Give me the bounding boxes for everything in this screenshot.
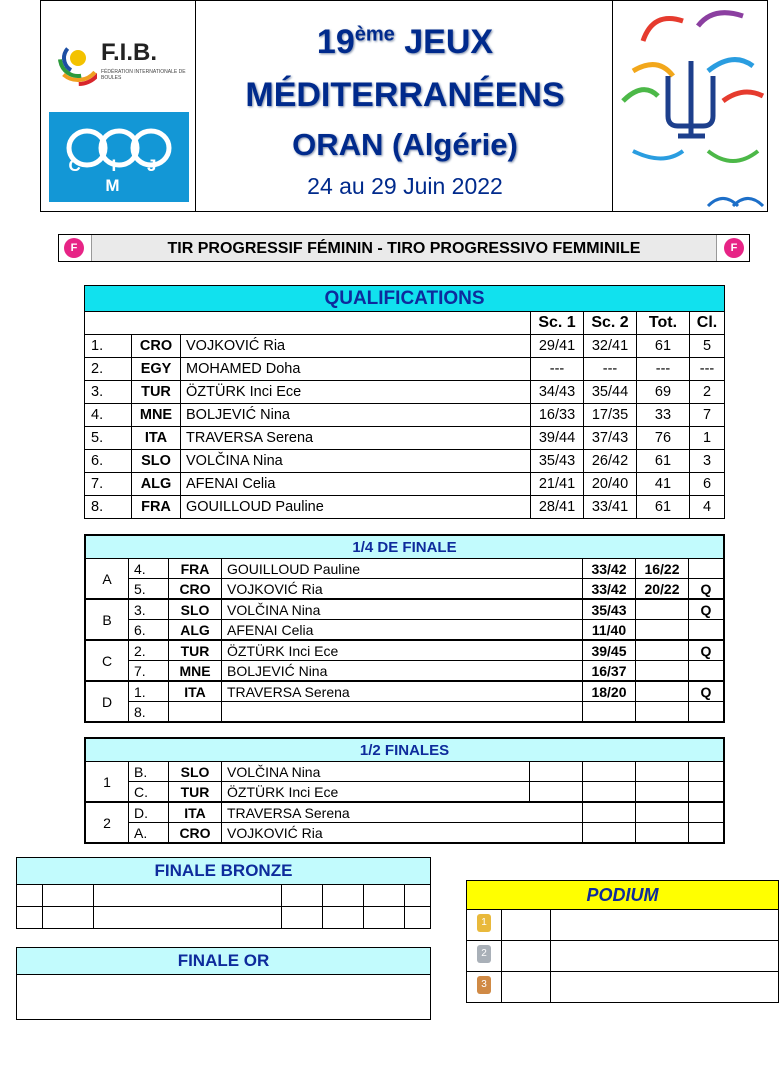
nation-cell xyxy=(502,972,551,1003)
semifinal-row xyxy=(85,802,724,823)
qualified-mark: Q xyxy=(689,579,725,600)
gold-final-title: FINALE OR xyxy=(17,948,431,975)
quarterfinal-row xyxy=(85,702,724,723)
quarterfinal-row xyxy=(85,579,724,600)
score-cell xyxy=(636,782,689,803)
cell xyxy=(405,885,431,907)
score-2 xyxy=(636,681,689,702)
score-1: 34/43 xyxy=(531,381,584,404)
total: 61 xyxy=(637,450,690,473)
cell xyxy=(323,885,364,907)
score-2: 37/43 xyxy=(584,427,637,450)
score-1: --- xyxy=(531,358,584,381)
col-cl: Cl. xyxy=(690,312,725,335)
player-name: AFENAI Celia xyxy=(181,473,531,496)
cell xyxy=(17,907,43,929)
score-1: 16/33 xyxy=(531,404,584,427)
nation-code: EGY xyxy=(132,358,181,381)
nation-code: ITA xyxy=(169,681,222,702)
semifinal-row xyxy=(85,782,724,803)
qualification-row xyxy=(85,473,725,496)
cell xyxy=(282,907,323,929)
col-tot: Tot. xyxy=(637,312,690,335)
bronze-medal-icon xyxy=(477,976,491,994)
podium-row xyxy=(467,910,779,941)
player-name: VOJKOVIĆ Ria xyxy=(222,579,583,600)
score-1: 28/41 xyxy=(531,496,584,519)
player-name: GOUILLOUD Pauline xyxy=(181,496,531,519)
qualified-mark xyxy=(689,702,725,723)
score-cell xyxy=(530,762,583,782)
rank-number: 1. xyxy=(85,335,132,358)
qualifications-table xyxy=(84,285,725,519)
medal-number: 1 xyxy=(481,917,487,928)
title-number: 19 xyxy=(316,23,355,61)
score-2: 20/22 xyxy=(636,579,689,600)
seed-number: 5. xyxy=(129,579,169,600)
player-name: ÖZTÜRK Inci Ece xyxy=(181,381,531,404)
score-2 xyxy=(636,599,689,620)
nation-code: FRA xyxy=(132,496,181,519)
score-cell xyxy=(583,802,636,823)
bronze-final-title: FINALE BRONZE xyxy=(17,858,431,885)
score-1 xyxy=(583,702,636,723)
qualified-mark: Q xyxy=(689,599,725,620)
score-cell xyxy=(583,823,636,844)
qualified-mark: Q xyxy=(689,640,725,661)
group-label: D xyxy=(85,681,129,722)
quarterfinal-table xyxy=(84,534,725,723)
total: --- xyxy=(637,358,690,381)
medal-cell xyxy=(467,941,502,972)
player-cell xyxy=(551,910,779,941)
qualification-row xyxy=(85,381,725,404)
rank-number: 6. xyxy=(85,450,132,473)
seed-number: 8. xyxy=(129,702,169,723)
classification: 4 xyxy=(690,496,725,519)
score-2: 35/44 xyxy=(584,381,637,404)
score-1: 35/43 xyxy=(583,599,636,620)
seed-number: 7. xyxy=(129,661,169,682)
classification: 3 xyxy=(690,450,725,473)
cell xyxy=(405,907,431,929)
score-2: 17/35 xyxy=(584,404,637,427)
nation-code: ALG xyxy=(169,620,222,641)
qualification-row xyxy=(85,358,725,381)
score-1: 39/45 xyxy=(583,640,636,661)
qualification-row xyxy=(85,450,725,473)
score-1: 21/41 xyxy=(531,473,584,496)
seed-letter: B. xyxy=(129,762,169,782)
medal-cell xyxy=(467,910,502,941)
semifinal-title: 1/2 FINALES xyxy=(85,738,724,762)
seed-number: 6. xyxy=(129,620,169,641)
semifinal-row xyxy=(85,762,724,782)
score-1: 16/37 xyxy=(583,661,636,682)
classification: 1 xyxy=(690,427,725,450)
group-label: 1 xyxy=(85,762,129,803)
score-cell xyxy=(583,762,636,782)
player-name: VOLČINA Nina xyxy=(222,599,583,620)
score-cell xyxy=(636,762,689,782)
nation-code: SLO xyxy=(132,450,181,473)
quarterfinal-row xyxy=(85,620,724,641)
classification: --- xyxy=(690,358,725,381)
score-2: 33/41 xyxy=(584,496,637,519)
classification: 2 xyxy=(690,381,725,404)
total: 76 xyxy=(637,427,690,450)
qualified-mark xyxy=(689,661,725,682)
score-1: 35/43 xyxy=(531,450,584,473)
total: 61 xyxy=(637,496,690,519)
classification: 7 xyxy=(690,404,725,427)
nation-code: CRO xyxy=(169,579,222,600)
cell xyxy=(323,907,364,929)
player-name: ÖZTÜRK Inci Ece xyxy=(222,782,530,803)
qualifications-title: QUALIFICATIONS xyxy=(85,286,725,312)
nation-code: TUR xyxy=(169,782,222,803)
score-2: --- xyxy=(584,358,637,381)
podium-table xyxy=(466,880,779,1003)
nation-code: ITA xyxy=(169,802,222,823)
medal-number: 2 xyxy=(481,948,487,959)
nation-code: TUR xyxy=(169,640,222,661)
rank-number: 3. xyxy=(85,381,132,404)
title-line-1 xyxy=(196,23,614,62)
nation-code: ALG xyxy=(132,473,181,496)
female-badge-left: F xyxy=(64,238,84,258)
medal-number: 3 xyxy=(481,979,487,990)
player-name: VOLČINA Nina xyxy=(222,762,530,782)
seed-letter: D. xyxy=(129,802,169,823)
group-label: B xyxy=(85,599,129,640)
score-cell xyxy=(583,782,636,803)
podium-title: PODIUM xyxy=(467,881,779,910)
player-name: TRAVERSA Serena xyxy=(222,802,583,823)
gold-final-body xyxy=(17,975,431,1020)
podium-row xyxy=(467,941,779,972)
score-cell xyxy=(530,782,583,803)
seed-number: 3. xyxy=(129,599,169,620)
nation-code: FRA xyxy=(169,559,222,579)
qualified-mark xyxy=(689,620,725,641)
player-name: AFENAI Celia xyxy=(222,620,583,641)
seed-letter: C. xyxy=(129,782,169,803)
gold-medal-icon xyxy=(477,914,491,932)
qualified-mark: Q xyxy=(689,681,725,702)
header xyxy=(40,0,768,212)
group-label: C xyxy=(85,640,129,681)
score-cell xyxy=(689,802,725,823)
female-badge-right: F xyxy=(724,238,744,258)
score-cell xyxy=(636,802,689,823)
score-cell xyxy=(689,823,725,844)
emblem-column xyxy=(612,1,767,211)
cell xyxy=(94,885,282,907)
fib-subtitle: FÉDÉRATION INTERNATIONALE DE BOULES xyxy=(101,69,186,81)
qualification-row xyxy=(85,404,725,427)
blank-header xyxy=(85,312,531,335)
player-name: ÖZTÜRK Inci Ece xyxy=(222,640,583,661)
score-2 xyxy=(636,620,689,641)
score-1: 33/42 xyxy=(583,559,636,579)
col-sc2: Sc. 2 xyxy=(584,312,637,335)
title-dates: 24 au 29 Juin 2022 xyxy=(307,173,503,199)
quarterfinal-title: 1/4 DE FINALE xyxy=(85,535,724,559)
event-banner xyxy=(58,234,750,262)
logo-column xyxy=(41,1,196,211)
score-1: 39/44 xyxy=(531,427,584,450)
total: 41 xyxy=(637,473,690,496)
nation-code: CRO xyxy=(132,335,181,358)
qualified-mark xyxy=(689,559,725,579)
player-name: MOHAMED Doha xyxy=(181,358,531,381)
classification: 5 xyxy=(690,335,725,358)
player-name xyxy=(222,702,583,723)
silver-medal-icon xyxy=(477,945,491,963)
score-cell xyxy=(689,782,725,803)
qualification-row xyxy=(85,335,725,358)
cijm-logo xyxy=(49,112,189,202)
rank-number: 8. xyxy=(85,496,132,519)
title-sup: ème xyxy=(354,23,395,46)
nation-code: TUR xyxy=(132,381,181,404)
qualification-row xyxy=(85,427,725,450)
cell xyxy=(282,885,323,907)
quarterfinal-row xyxy=(85,559,724,579)
score-2: 26/42 xyxy=(584,450,637,473)
score-2 xyxy=(636,640,689,661)
cell xyxy=(94,907,282,929)
score-cell xyxy=(636,823,689,844)
title-line-3: ORAN (Algérie) xyxy=(292,127,518,162)
score-1: 11/40 xyxy=(583,620,636,641)
nation-cell xyxy=(502,941,551,972)
quarterfinal-row xyxy=(85,681,724,702)
score-2 xyxy=(636,661,689,682)
player-name: VOJKOVIĆ Ria xyxy=(181,335,531,358)
cell xyxy=(43,907,94,929)
score-2: 16/22 xyxy=(636,559,689,579)
classification: 6 xyxy=(690,473,725,496)
cell xyxy=(364,885,405,907)
games-emblem-icon xyxy=(613,1,766,211)
nation-code: SLO xyxy=(169,599,222,620)
score-1: 33/42 xyxy=(583,579,636,600)
quarterfinal-row xyxy=(85,640,724,661)
event-title: TIR PROGRESSIF FÉMININ - TIRO PROGRESSIVO FEMMINILE xyxy=(91,235,717,261)
seed-number: 1. xyxy=(129,681,169,702)
rank-number: 5. xyxy=(85,427,132,450)
nation-code: MNE xyxy=(132,404,181,427)
player-name: BOLJEVIĆ Nina xyxy=(222,661,583,682)
nation-code: SLO xyxy=(169,762,222,782)
player-cell xyxy=(551,941,779,972)
seed-number: 4. xyxy=(129,559,169,579)
score-2: 20/40 xyxy=(584,473,637,496)
nation-code: MNE xyxy=(169,661,222,682)
nation-code: CRO xyxy=(169,823,222,844)
nation-code xyxy=(169,702,222,723)
fib-label: F.I.B. xyxy=(101,39,158,66)
rank-number: 7. xyxy=(85,473,132,496)
player-name: VOJKOVIĆ Ria xyxy=(222,823,583,844)
title-line-2: MÉDITERRANÉENS xyxy=(245,76,565,114)
quarterfinal-row xyxy=(85,599,724,620)
semifinal-table xyxy=(84,737,725,844)
cell xyxy=(43,885,94,907)
rank-number: 2. xyxy=(85,358,132,381)
score-2: 32/41 xyxy=(584,335,637,358)
nation-cell xyxy=(502,910,551,941)
score-1: 18/20 xyxy=(583,681,636,702)
rank-number: 4. xyxy=(85,404,132,427)
cell xyxy=(364,907,405,929)
group-label: A xyxy=(85,559,129,600)
quarterfinal-row xyxy=(85,661,724,682)
bronze-final-table xyxy=(16,857,431,929)
qualification-row xyxy=(85,496,725,519)
score-2 xyxy=(636,702,689,723)
group-label: 2 xyxy=(85,802,129,843)
col-sc1: Sc. 1 xyxy=(531,312,584,335)
semifinal-row xyxy=(85,823,724,844)
title-jeux: JEUX xyxy=(404,23,494,61)
medal-cell xyxy=(467,972,502,1003)
player-name: GOUILLOUD Pauline xyxy=(222,559,583,579)
cell xyxy=(17,885,43,907)
seed-number: 2. xyxy=(129,640,169,661)
podium-row xyxy=(467,972,779,1003)
seed-letter: A. xyxy=(129,823,169,844)
player-name: VOLČINA Nina xyxy=(181,450,531,473)
nation-code: ITA xyxy=(132,427,181,450)
player-name: TRAVERSA Serena xyxy=(222,681,583,702)
total: 61 xyxy=(637,335,690,358)
player-name: BOLJEVIĆ Nina xyxy=(181,404,531,427)
player-cell xyxy=(551,972,779,1003)
total: 33 xyxy=(637,404,690,427)
cijm-label: C I J M xyxy=(68,156,170,195)
fib-logo-icon xyxy=(47,27,97,89)
score-1: 29/41 xyxy=(531,335,584,358)
player-name: TRAVERSA Serena xyxy=(181,427,531,450)
gold-final-table xyxy=(16,947,431,1020)
score-cell xyxy=(689,762,725,782)
total: 69 xyxy=(637,381,690,404)
